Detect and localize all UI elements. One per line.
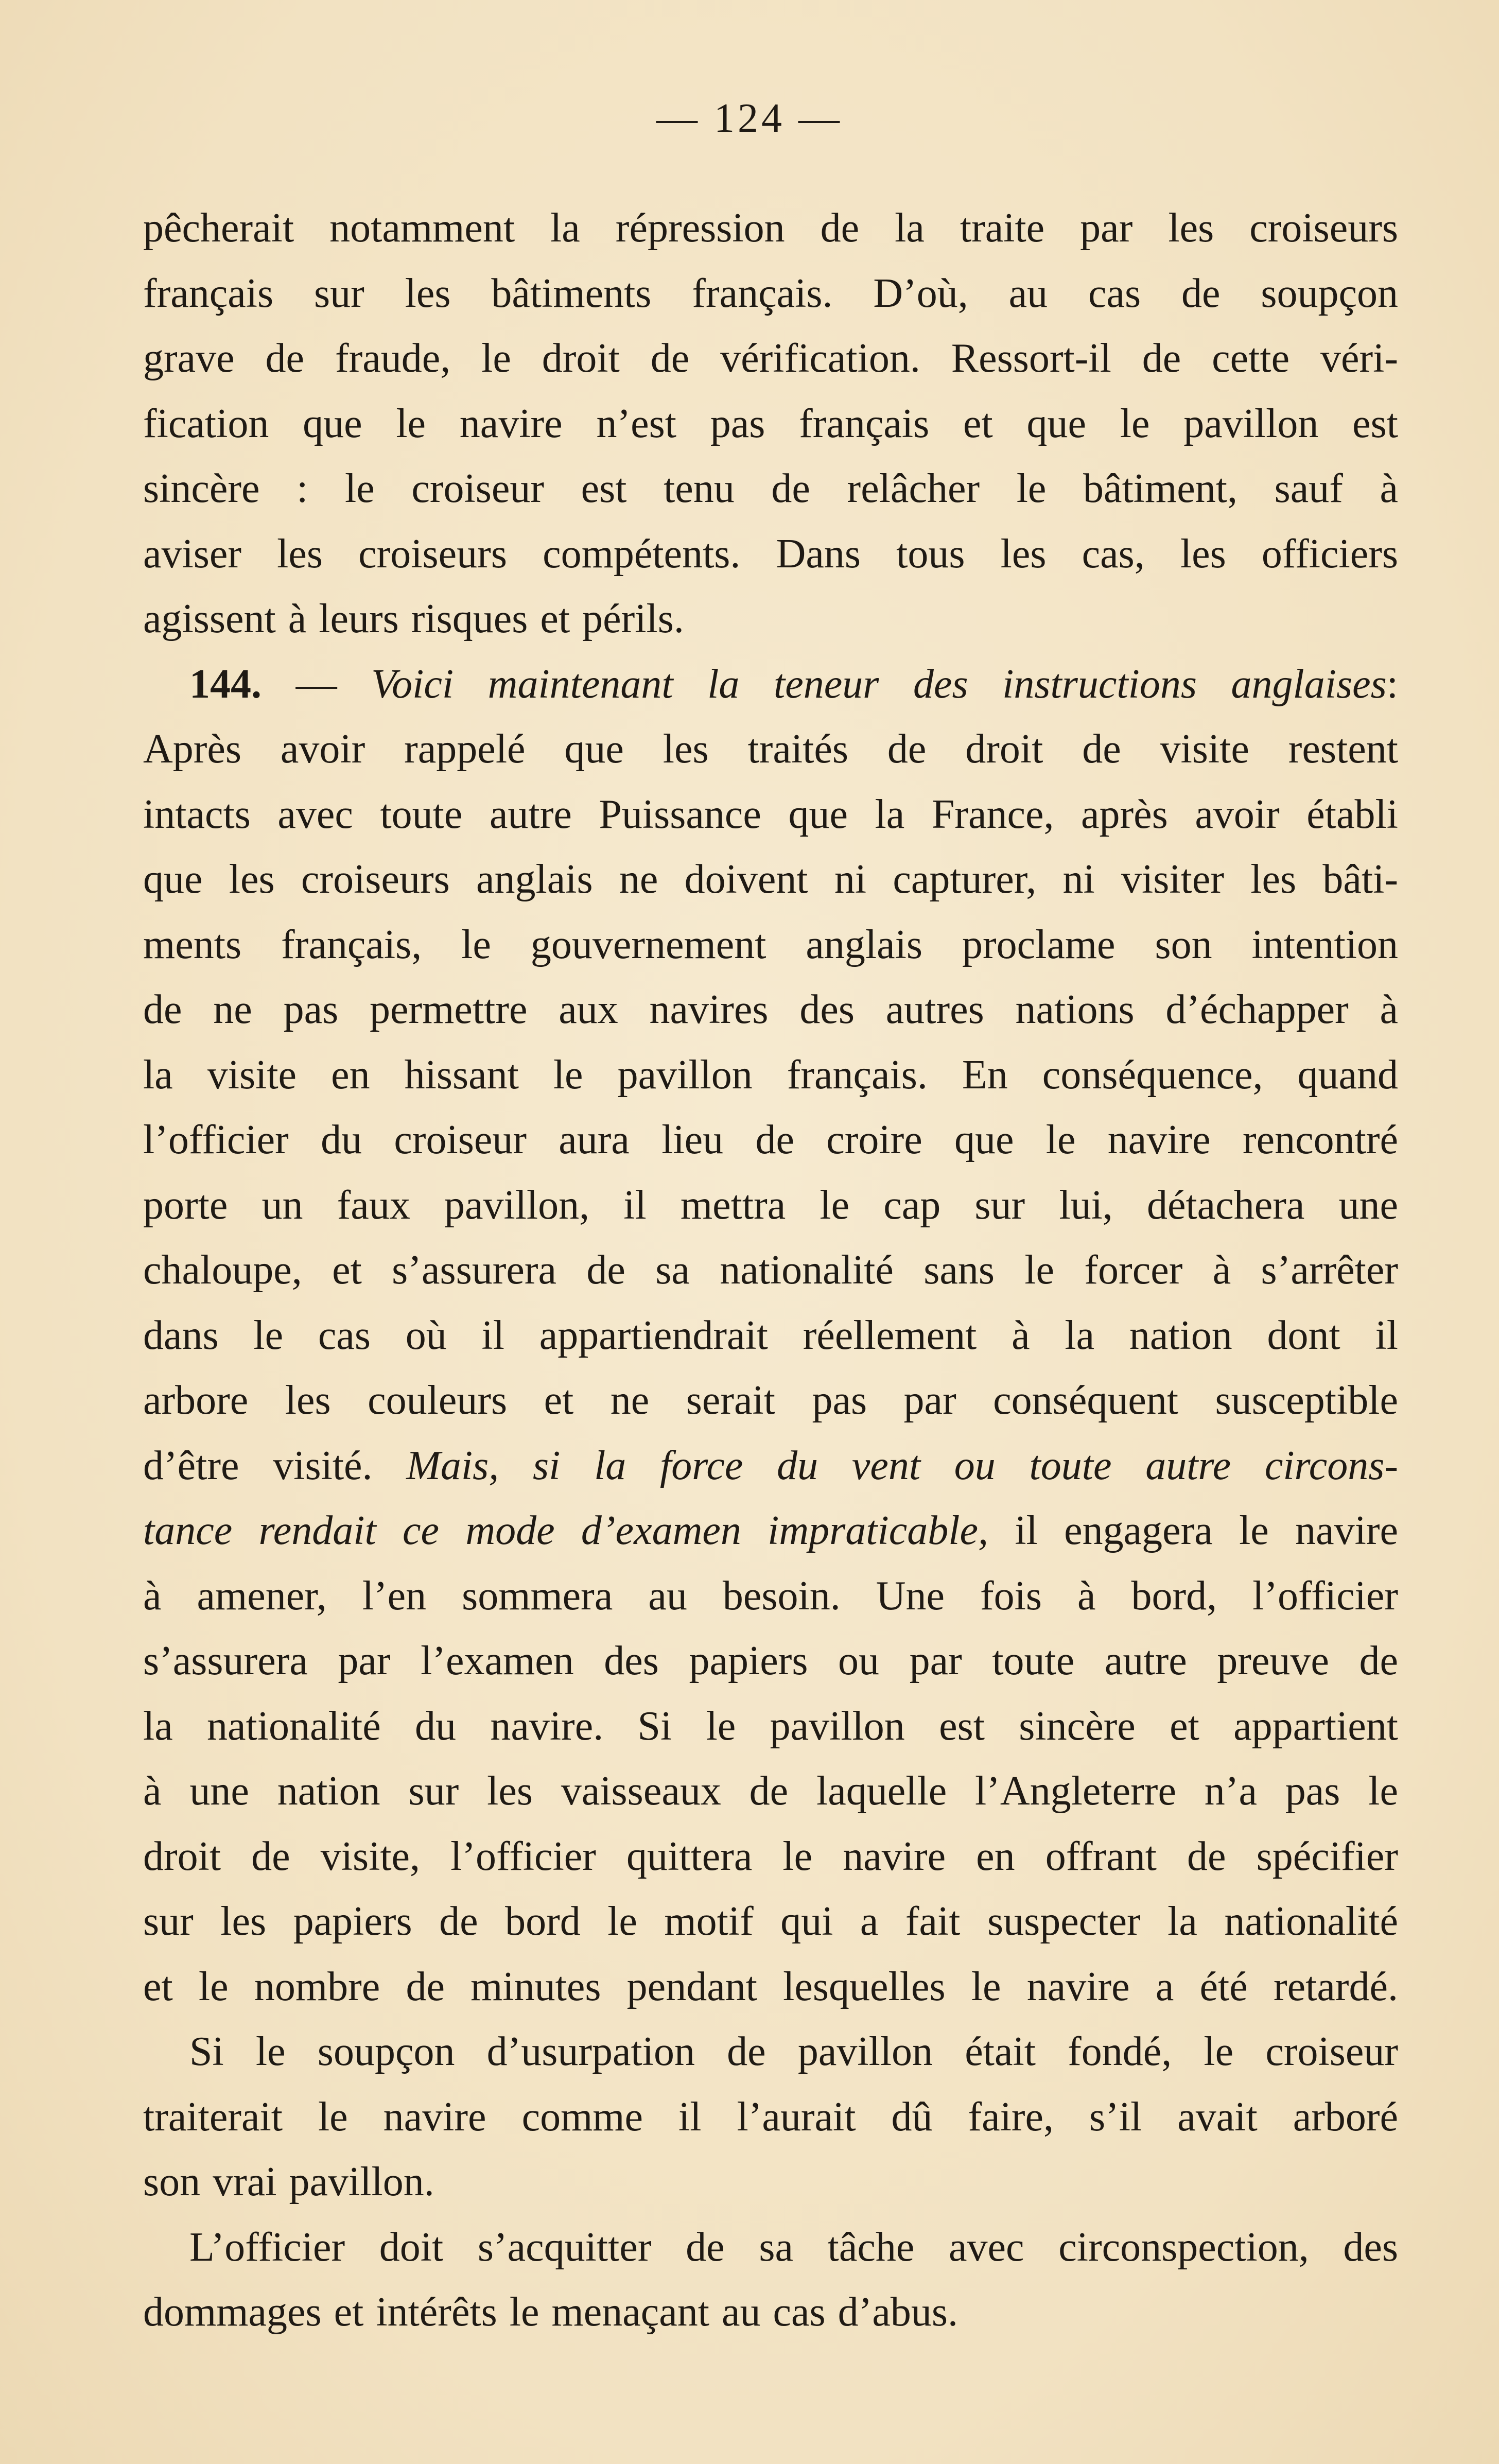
page-number-header: — 124 —: [656, 96, 843, 141]
text-line: grave de fraude, le droit de vérification. Ressort-il de cette véri-: [143, 336, 1398, 381]
text-line: dommages et intérêts le menaçant au cas d’abus.: [143, 2289, 958, 2335]
section-dash: —: [262, 661, 372, 707]
text-line: son vrai pavillon.: [143, 2159, 434, 2205]
text-line: et le nombre de minutes pendant lesquelles le navire a été retardé.: [143, 1964, 1398, 2009]
text-line: intacts avec toute autre Puissance que la France, après avoir établi: [143, 791, 1398, 837]
text-line: sincère : le croiseur est tenu de relâcher le bâtiment, sauf à: [143, 466, 1398, 511]
roman-run: il engagera le navire: [1015, 1508, 1398, 1553]
text-line: à amener, l’en sommera au besoin. Une fois à bord, l’officier: [143, 1573, 1398, 1619]
text-line: aviser les croiseurs compétents. Dans tous les cas, les officiers: [143, 531, 1398, 577]
text-line-mixed: [143, 1433, 1398, 1499]
text-line: traiterait le navire comme il l’aurait dû faire, s’il avait arboré: [143, 2094, 1398, 2140]
section-heading-line: [143, 652, 1398, 717]
text-line: agissent à leurs risques et périls.: [143, 596, 684, 641]
italic-run: tance rendait ce mode d’examen impraticable,: [143, 1508, 988, 1553]
text-line: fication que le navire n’est pas français et que le pavillon est: [143, 401, 1398, 446]
text-line: s’assurera par l’examen des papiers ou par toute autre preuve de: [143, 1638, 1398, 1684]
text-line: la nationalité du navire. Si le pavillon est sincère et appartient: [143, 1703, 1398, 1749]
text-line: de ne pas permettre aux navires des autres nations d’échapper à: [143, 987, 1398, 1032]
text-line: Si le soupçon d’usurpation de pavillon était fondé, le croiseur: [189, 2029, 1398, 2074]
text-line-mixed: [143, 1498, 1398, 1564]
text-line: à une nation sur les vaisseaux de laquelle l’Angleterre n’a pas le: [143, 1768, 1398, 1814]
text-line: ments français, le gouvernement anglais proclame son intention: [143, 922, 1398, 967]
text-line: la visite en hissant le pavillon français. En conséquence, quand: [143, 1052, 1398, 1098]
text-line: dans le cas où il appartiendrait réellement à la nation dont il: [143, 1312, 1398, 1358]
text-line: l’officier du croiseur aura lieu de croire que le navire rencontré: [143, 1117, 1398, 1162]
text-line: sur les papiers de bord le motif qui a fait suspecter la nationalité: [143, 1899, 1398, 1944]
text-line: Après avoir rappelé que les traités de droit de visite restent: [143, 726, 1398, 772]
text-line: que les croiseurs anglais ne doivent ni capturer, ni visiter les bâti-: [143, 857, 1398, 902]
text-line: arbore les couleurs et ne serait pas par conséquent susceptible: [143, 1378, 1398, 1423]
section-colon: :: [1386, 661, 1398, 707]
text-line: L’officier doit s’acquitter de sa tâche avec circonspection, des: [189, 2224, 1398, 2270]
section-lead-italic: Voici maintenant la teneur des instructions anglaises: [371, 661, 1387, 707]
text-line: pêcherait notamment la répression de la traite par les croiseurs: [143, 205, 1398, 251]
section-number: 144.: [189, 661, 262, 707]
text-line: porte un faux pavillon, il mettra le cap sur lui, détachera une: [143, 1182, 1398, 1228]
body-text: [143, 196, 1398, 2345]
text-line: chaloupe, et s’assurera de sa nationalité sans le forcer à s’arrêter: [143, 1247, 1398, 1293]
roman-run: d’être visité.: [143, 1443, 373, 1488]
text-line: français sur les bâtiments français. D’où, au cas de soupçon: [143, 270, 1398, 316]
italic-run: Mais, si la force du vent ou toute autre circons-: [406, 1443, 1398, 1488]
text-line: droit de visite, l’officier quittera le navire en offrant de spécifier: [143, 1833, 1398, 1879]
